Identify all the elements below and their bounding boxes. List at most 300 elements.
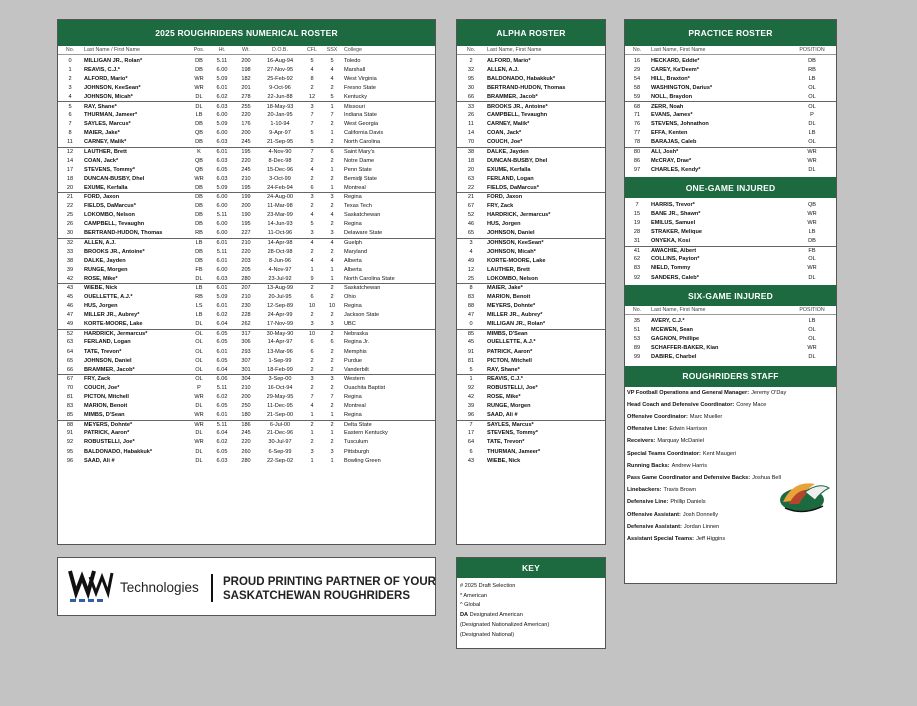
table-cell: 22-Sep-02 — [266, 457, 294, 464]
table-row — [58, 147, 435, 156]
table-cell: 4 — [310, 212, 314, 219]
table-cell: 1 — [469, 376, 473, 383]
table-cell: Indiana State — [344, 112, 377, 119]
table-cell: 66 — [467, 93, 475, 100]
staff-role: Offensive Assistant: — [627, 511, 681, 518]
table-cell: 210 — [241, 239, 251, 246]
table-cell: 30 — [66, 230, 74, 237]
table-cell: RB — [808, 66, 816, 73]
table-row — [625, 200, 836, 209]
table-cell: OUELLETTE, A.J.* — [487, 339, 536, 346]
key-line — [460, 591, 605, 601]
table-cell: WR — [194, 394, 204, 401]
staff-role: Special Teams Coordinator: — [627, 450, 701, 457]
table-cell: 47 — [467, 312, 475, 319]
table-cell: 199 — [241, 194, 251, 201]
table-cell: DALKE, Jayden — [84, 257, 126, 264]
table-cell: 45 — [66, 293, 74, 300]
staff-role: Offensive Line: — [627, 426, 668, 433]
table-row — [625, 65, 836, 74]
table-cell: 45 — [467, 339, 475, 346]
table-row — [457, 174, 605, 183]
table-cell: 245 — [241, 139, 251, 146]
table-cell: 4 — [68, 93, 72, 100]
column-header: Ht. — [218, 47, 226, 53]
key-panel — [456, 557, 606, 649]
table-cell: MILLER JR., Aubrey* — [487, 312, 543, 319]
table-cell: KORTE-MOORE, Lake — [84, 321, 143, 328]
table-cell: REAVIS, C.J.* — [487, 376, 523, 383]
table-cell: 260 — [241, 448, 251, 455]
table-cell: 182 — [241, 75, 251, 82]
table-cell: JOHNSON, KeeSean* — [487, 239, 544, 246]
key-line — [460, 610, 605, 620]
table-cell: 89 — [633, 344, 641, 351]
table-cell: 6.02 — [216, 439, 228, 446]
table-cell: 41 — [633, 247, 641, 254]
table-row — [58, 229, 435, 238]
staff-role: Pass Game Coordinator and Defensive Backs: — [627, 474, 751, 481]
table-cell: WR — [194, 421, 204, 428]
table-cell: 88 — [467, 303, 475, 310]
table-cell: 4 — [310, 66, 314, 73]
column-header: POSITION — [799, 47, 825, 53]
table-row — [625, 218, 836, 227]
table-cell: 6.01 — [216, 285, 228, 292]
table-cell: DB — [195, 221, 203, 228]
table-cell: 6.06 — [216, 376, 228, 383]
table-cell: 10 — [328, 303, 336, 310]
table-row — [58, 183, 435, 192]
table-row — [457, 129, 605, 138]
column-header: CFL — [306, 47, 317, 53]
table-cell: 1 — [330, 430, 334, 437]
table-cell: EVANS, James* — [651, 112, 693, 119]
numerical-roster-title: 2025 ROUGHRIDERS NUMERICAL ROSTER — [58, 20, 435, 46]
table-cell: CARNEY, Malik* — [84, 139, 127, 146]
table-row — [58, 320, 435, 329]
table-cell: 1 — [310, 430, 314, 437]
table-cell: 6 — [310, 184, 314, 191]
table-cell: 2 — [310, 421, 314, 428]
table-cell: 3 — [330, 321, 334, 328]
table-cell: 27-Nov-95 — [266, 66, 294, 73]
table-cell: 28-Oct-98 — [267, 248, 293, 255]
table-cell: 49 — [467, 257, 475, 264]
staff-name: Travis Brown — [663, 487, 696, 494]
table-cell: 2 — [330, 157, 334, 164]
table-row — [625, 111, 836, 120]
table-row — [58, 156, 435, 165]
table-cell: FB — [808, 247, 816, 254]
table-row — [457, 302, 605, 311]
table-cell: ONYEKA, Kosi — [651, 238, 691, 245]
table-cell: WR — [194, 412, 204, 419]
column-header: No. — [466, 47, 476, 53]
table-cell: CAMPBELL, Tevaughn — [84, 221, 145, 228]
table-cell: 11 — [468, 121, 474, 128]
table-cell: FRY, Zack — [84, 376, 111, 383]
table-cell: 6.01 — [216, 348, 228, 355]
table-cell: 16 — [633, 57, 641, 64]
table-row — [457, 274, 605, 283]
six-game-injured-header — [625, 306, 836, 315]
table-row — [58, 83, 435, 92]
table-cell: 15 — [633, 210, 641, 217]
table-cell: 6.05 — [216, 339, 228, 346]
table-cell: 32 — [66, 239, 74, 246]
table-cell: 21 — [467, 194, 475, 201]
table-cell: DL — [195, 430, 203, 437]
column-header: Wt. — [242, 47, 250, 53]
table-cell: 95 — [66, 448, 74, 455]
table-cell: 88 — [66, 421, 74, 428]
table-cell: 77 — [633, 130, 641, 137]
table-cell: 2 — [330, 121, 334, 128]
table-cell: 92 — [633, 274, 641, 281]
table-cell: Texas Tech — [344, 203, 372, 210]
staff-name: Marc Mueller — [689, 414, 723, 420]
table-row — [625, 74, 836, 83]
table-cell: 201 — [241, 84, 251, 91]
table-row — [58, 56, 435, 65]
table-row — [457, 311, 605, 320]
staff-entry — [627, 435, 836, 447]
table-row — [625, 237, 836, 246]
table-cell: QB — [194, 166, 204, 173]
table-cell: 6.01 — [216, 239, 228, 246]
table-cell: 54 — [633, 75, 641, 82]
table-cell: MAIER, Jake* — [84, 130, 120, 137]
table-cell: THURMAN, Jameer* — [84, 112, 138, 119]
table-cell: 1 — [330, 266, 334, 273]
table-row — [457, 420, 605, 429]
table-row — [457, 265, 605, 274]
table-cell: 65 — [66, 357, 74, 364]
table-cell: 18-Feb-99 — [267, 366, 293, 373]
table-cell: 99 — [633, 353, 641, 360]
table-cell: Western — [344, 376, 365, 383]
table-cell: ALLEN, A.J. — [84, 239, 116, 246]
table-row — [58, 338, 435, 347]
table-cell: 17-Nov-99 — [266, 321, 294, 328]
table-cell: 6.05 — [216, 448, 228, 455]
table-cell: OL — [808, 335, 816, 342]
staff-name: Josh Donnelly — [682, 511, 719, 518]
table-cell: FIELDS, DaMarcus* — [84, 203, 136, 210]
table-cell: 4 — [330, 212, 334, 219]
table-cell: Saskatchewan — [344, 212, 381, 219]
table-cell: TATE, Trevon* — [487, 439, 525, 446]
table-row — [58, 283, 435, 292]
staff-entry — [627, 521, 836, 533]
table-cell: 2 — [310, 84, 314, 91]
table-cell: DL — [195, 403, 203, 410]
table-row — [58, 311, 435, 320]
table-row — [58, 383, 435, 392]
table-cell: 30-May-90 — [266, 330, 294, 337]
table-row — [457, 111, 605, 120]
table-cell: HUS, Jorgen — [487, 221, 521, 228]
table-cell: 2 — [330, 312, 334, 319]
table-cell: FIELDS, DaMarcus* — [487, 184, 539, 191]
wbm-logo — [68, 567, 114, 607]
table-cell: 64 — [66, 348, 74, 355]
table-cell: SANDERS, Caleb* — [651, 274, 699, 281]
table-cell: 2 — [310, 203, 314, 210]
table-cell: 190 — [241, 212, 251, 219]
table-cell: DB — [195, 248, 203, 255]
table-cell: 62 — [633, 256, 641, 263]
table-cell: JOHNSON, Micah* — [84, 93, 133, 100]
table-row — [457, 202, 605, 211]
table-cell: 86 — [633, 157, 641, 164]
table-cell: 2 — [310, 439, 314, 446]
table-cell: DB — [195, 57, 203, 64]
table-cell: DL — [195, 275, 203, 282]
key-list — [457, 578, 605, 640]
table-cell: LOKOMBO, Nelson — [84, 212, 135, 219]
table-cell: 1 — [310, 457, 314, 464]
table-cell: 5.11 — [216, 57, 228, 64]
table-cell: COAN, Jack* — [487, 130, 522, 137]
table-row — [457, 402, 605, 411]
table-cell: 11-Mar-98 — [267, 203, 293, 210]
table-cell: West Georgia — [344, 121, 379, 128]
table-cell: Missouri — [344, 103, 365, 110]
table-cell: STEVENS, Johnathon — [651, 121, 709, 128]
table-cell: 2 — [310, 312, 314, 319]
table-cell: 5.09 — [216, 184, 228, 191]
table-cell: PATRICK, Aaron* — [487, 348, 533, 355]
sponsor-tagline-1: PROUD PRINTING PARTNER OF YOUR — [223, 576, 436, 588]
table-cell: WR — [807, 148, 817, 155]
practice-roster-title: PRACTICE ROSTER — [625, 20, 836, 46]
table-row — [58, 92, 435, 101]
table-cell: 6 — [310, 293, 314, 300]
table-cell: 7 — [68, 121, 72, 128]
table-cell: 2 — [330, 84, 334, 91]
table-cell: 1 — [330, 103, 334, 110]
table-cell: 59 — [633, 93, 641, 100]
table-row — [625, 101, 836, 110]
table-cell: 21-Sep-00 — [266, 412, 294, 419]
table-cell: 5.09 — [216, 121, 228, 128]
table-cell: 18 — [467, 157, 475, 164]
table-cell: 250 — [241, 403, 251, 410]
table-cell: 2 — [330, 439, 334, 446]
table-row — [625, 264, 836, 273]
table-row — [457, 74, 605, 83]
table-cell: 230 — [241, 303, 251, 310]
table-cell: Delta State — [344, 421, 372, 428]
table-cell: OL — [808, 103, 816, 110]
table-cell: DB — [808, 238, 816, 245]
table-cell: 58 — [633, 84, 641, 91]
ad-divider — [211, 574, 213, 602]
table-cell: LS — [195, 303, 203, 310]
table-cell: THURMAN, Jameer* — [487, 448, 541, 455]
table-cell: 76 — [633, 121, 641, 128]
table-cell: 25 — [66, 212, 74, 219]
table-cell: 207 — [241, 285, 251, 292]
table-cell: 6.01 — [216, 257, 228, 264]
table-row — [625, 343, 836, 352]
staff-name: Jeremy O'Day — [751, 389, 787, 396]
table-cell: LAUTHER, Brett — [487, 266, 530, 273]
table-row — [457, 238, 605, 247]
table-cell: JOHNSON, Micah* — [487, 248, 536, 255]
table-cell: 6.00 — [216, 66, 228, 73]
staff-entry — [627, 423, 836, 435]
table-cell: MILLER JR., Aubrey* — [84, 312, 140, 319]
table-cell: 307 — [241, 357, 251, 364]
table-cell: 6.01 — [216, 148, 228, 155]
table-cell: COUCH, Joe* — [84, 384, 120, 391]
table-cell: Maryland — [344, 248, 368, 255]
table-cell: 12 — [66, 148, 74, 155]
table-cell: COLLINS, Payton* — [651, 256, 700, 263]
key-line — [460, 581, 605, 591]
table-cell: 25 — [467, 275, 475, 282]
table-row — [457, 92, 605, 101]
table-cell: 28 — [633, 229, 641, 236]
table-row — [58, 392, 435, 401]
table-row — [457, 183, 605, 192]
table-cell: 7 — [330, 112, 334, 119]
table-cell: 3-Sep-00 — [268, 376, 292, 383]
table-row — [58, 329, 435, 338]
table-row — [457, 383, 605, 392]
table-cell: LB — [808, 317, 816, 324]
one-game-injured-title: ONE-GAME INJURED — [625, 177, 836, 198]
column-header: No. — [632, 47, 642, 53]
table-cell: 10 — [308, 330, 316, 337]
table-cell: Regina — [344, 194, 362, 201]
table-cell: 7 — [310, 121, 314, 128]
table-row — [625, 228, 836, 237]
table-cell: 11-Dec-95 — [267, 403, 293, 410]
staff-name: Marquay McDaniel — [657, 438, 704, 445]
table-cell: 6.05 — [216, 403, 228, 410]
table-cell: 14-Apr-97 — [267, 339, 293, 346]
table-cell: 70 — [66, 384, 74, 391]
table-cell: MILLIGAN JR., Rolan* — [84, 57, 143, 64]
table-row — [457, 456, 605, 465]
table-row — [457, 65, 605, 74]
table-row — [58, 220, 435, 229]
table-cell: 5 — [310, 139, 314, 146]
table-cell: 195 — [241, 221, 251, 228]
table-cell: 2 — [310, 248, 314, 255]
table-cell: AVERY, C.J.* — [651, 317, 685, 324]
table-row — [457, 374, 605, 383]
table-cell: 9-Oct-96 — [269, 84, 291, 91]
table-cell: 6.00 — [216, 230, 228, 237]
table-cell: JOHNSON, Daniel — [84, 357, 132, 364]
table-cell: Guelph — [344, 239, 363, 246]
table-row — [457, 365, 605, 374]
table-cell: 6 — [310, 339, 314, 346]
table-cell: 2 — [330, 221, 334, 228]
table-cell: QB — [807, 201, 817, 208]
table-cell: SAYLES, Marcus* — [84, 121, 131, 128]
table-row — [457, 283, 605, 292]
table-cell: 3 — [68, 84, 72, 91]
sponsor-brand: Technologies — [120, 580, 199, 595]
table-cell: 21 — [66, 194, 74, 201]
table-cell: FORD, Jaxon — [487, 194, 523, 201]
table-row — [625, 120, 836, 129]
table-cell: 42 — [467, 394, 475, 401]
practice-roster-body — [625, 56, 836, 177]
table-cell: 6.01 — [216, 84, 228, 91]
table-row — [58, 420, 435, 429]
table-cell: 80 — [633, 148, 641, 155]
table-cell: 24-Feb-94 — [267, 184, 293, 191]
table-cell: MEYERS, Dohnte* — [487, 303, 536, 310]
table-cell: 38 — [66, 257, 74, 264]
table-row — [457, 356, 605, 365]
table-cell: STEVENS, Tommy* — [487, 430, 538, 437]
column-header: College — [344, 47, 362, 53]
alpha-roster-body — [457, 56, 605, 465]
table-cell: LB — [195, 312, 203, 319]
table-cell: 176 — [241, 121, 251, 128]
table-cell: LB — [808, 229, 816, 236]
table-cell: ZERR, Noah — [651, 103, 684, 110]
table-cell: 0 — [469, 321, 473, 328]
table-cell: 4 — [310, 257, 314, 264]
staff-name: Joshua Bell — [752, 474, 782, 481]
table-cell: 210 — [241, 175, 251, 182]
table-cell: 6.00 — [216, 203, 228, 210]
table-cell: BANE JR., Shawn* — [651, 210, 701, 217]
table-cell: 280 — [241, 457, 251, 464]
table-cell: EMILUS, Samuel — [651, 219, 696, 226]
table-cell: 64 — [467, 439, 475, 446]
table-cell: 6 — [330, 148, 334, 155]
table-cell: CAMPBELL, Tevaughn — [487, 112, 548, 119]
table-row — [625, 246, 836, 255]
table-cell: 81 — [467, 357, 475, 364]
table-cell: COUCH, Joe* — [487, 139, 523, 146]
table-cell: 2 — [68, 75, 72, 82]
table-row — [58, 120, 435, 129]
table-cell: 7 — [310, 112, 314, 119]
table-cell: Alberta — [344, 266, 362, 273]
table-cell: Regina — [344, 394, 362, 401]
table-cell: DL — [808, 274, 816, 281]
table-cell: EXUMÉ, Kerfalla — [84, 184, 128, 191]
table-row — [58, 365, 435, 374]
table-row — [457, 147, 605, 156]
table-row — [457, 165, 605, 174]
table-cell: 210 — [241, 293, 251, 300]
table-cell: 1-10-94 — [270, 121, 290, 128]
table-cell: 12 — [308, 93, 316, 100]
table-cell: LB — [808, 75, 816, 82]
table-cell: 25-Feb-92 — [267, 75, 293, 82]
table-cell: DALKE, Jayden — [487, 148, 529, 155]
key-text: # 2025 Draft Selection — [460, 582, 516, 589]
table-row — [457, 156, 605, 165]
table-cell: 8 — [469, 285, 473, 292]
table-cell: LB — [195, 285, 203, 292]
table-cell: Regina — [344, 221, 362, 228]
table-cell: 200 — [241, 57, 251, 64]
table-cell: 91 — [66, 430, 74, 437]
